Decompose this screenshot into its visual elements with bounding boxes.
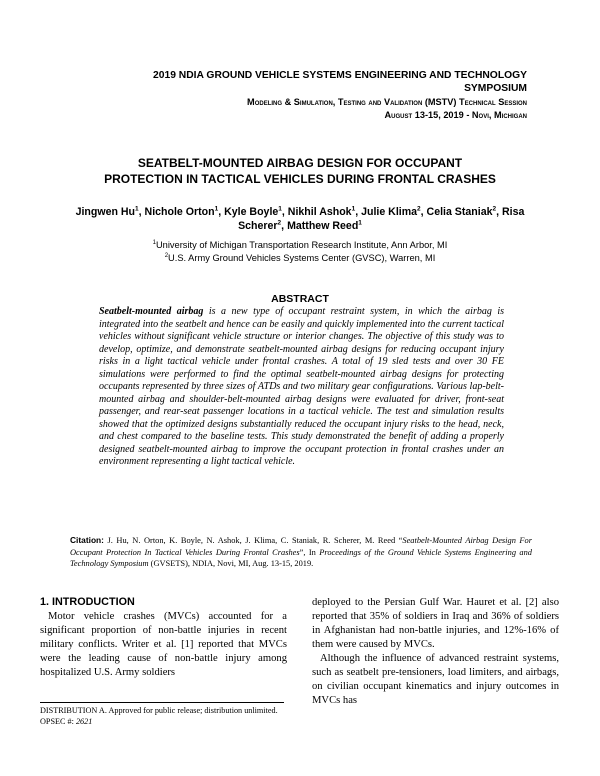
affiliation-number: 2 xyxy=(164,252,169,259)
author-list xyxy=(70,205,530,233)
abstract-lead-term: Seatbelt-mounted airbag xyxy=(99,306,204,317)
author-affiliation-mark: 1 xyxy=(278,205,282,213)
author-name: Jingwen Hu xyxy=(75,206,136,218)
author-affiliation-mark: 2 xyxy=(417,205,421,213)
left-column xyxy=(40,596,287,680)
author-name: Julie Klima xyxy=(361,206,418,218)
citation-proceedings: Proceedings of the Ground Vehicle Systems Engineering and Technology Symposium xyxy=(70,547,532,568)
affiliation-1 xyxy=(60,239,540,252)
conference-date-location: August 13-15, 2019 - Novi, Michigan xyxy=(384,110,527,120)
paper-title-line1: SEATBELT-MOUNTED AIRBAG DESIGN FOR OCCUPANT xyxy=(137,156,463,170)
author-affiliation-mark: 1 xyxy=(351,205,356,213)
intro-paragraph-2: Although the influence of advanced restraint systems, such as seatbelt pre-tensioners, load limiters, and airbags, on civilian occupant kinematics and injury outcomes in MVCs has xyxy=(312,653,559,706)
author-separator: , xyxy=(281,220,288,232)
author-name: Kyle Boyle xyxy=(224,206,279,218)
right-column xyxy=(312,596,559,708)
author-affiliation-mark: 2 xyxy=(277,219,282,227)
citation-authors: J. Hu, N. Orton, K. Boyle, N. Ashok, J. Klima, C. Staniak, R. Scherer, M. Reed “ xyxy=(103,536,403,545)
abstract-text: is a new type of occupant restraint system, in which the airbag is integrated into the seatbelt and hence can be easily and quickly implemented into the current tactical vehicles without significant vehicle structure or interior changes. The objective of this study was to develop, optimize, and demonstrate seatbelt-mounted airbag designs for reducing occupant injury risks in a light tactical vehicle under frontal crashes. A total of 19 sled tests and over 30 FE simulations were performed to find the optimal seatbelt-mounted airbag designs for protecting occupants represented by three sizes of ATDs and two military gear configurations. Various lap-belt-mounted airbag and shoulder-belt-mounted airbag designs were evaluated for driver, front-seat passenger, and rear-seat passenger locations in a tactical vehicle. The test and simulation results showed that the optimized designs substantially reduced the occupant injury risks to the head, neck, and chest compared to the baseline tests. This study demonstrated the benefit of adding a properly designed seatbelt-mounted airbag to improve the occupant protection in frontal crashes under an environment representing a light tactical vehicle. xyxy=(99,306,504,467)
author-affiliation-mark: 1 xyxy=(358,219,362,227)
author-name: Matthew Reed xyxy=(287,220,359,232)
distribution-statement: DISTRIBUTION A. Approved for public release; distribution unlimited. xyxy=(40,706,278,715)
affiliation-text: University of Michigan Transportation Research Institute, Ann Arbor, MI xyxy=(155,240,448,250)
abstract-heading: ABSTRACT xyxy=(271,293,329,305)
conference-header xyxy=(57,69,527,122)
author-separator: , xyxy=(138,206,145,218)
author-separator: , xyxy=(218,206,225,218)
author-separator: , xyxy=(420,206,427,218)
section-heading-introduction: 1. INTRODUCTION xyxy=(40,596,135,608)
citation-in: ”, In xyxy=(299,547,320,557)
distribution-footnote xyxy=(40,702,284,727)
opsec-number xyxy=(40,717,284,728)
affiliation-number: 1 xyxy=(152,239,156,246)
opsec-label: OPSEC #: xyxy=(40,716,76,726)
opsec-value: 2621 xyxy=(75,716,93,726)
citation xyxy=(70,535,532,570)
author-separator: , xyxy=(281,206,288,218)
author-separator: , xyxy=(355,206,362,218)
citation-tail: (GVSETS), NDIA, Novi, MI, Aug. 13-15, 2019. xyxy=(148,559,314,568)
author-affiliation-mark: 2 xyxy=(492,205,497,213)
conference-name-line1: 2019 NDIA GROUND VEHICLE SYSTEMS ENGINEERING AND TECHNOLOGY xyxy=(153,70,527,81)
session-name: Modeling & Simulation, Testing and Validation (MSTV) Technical Session xyxy=(247,97,527,107)
conference-name-line2: SYMPOSIUM xyxy=(464,83,527,94)
paper-title xyxy=(40,156,560,187)
abstract-body xyxy=(99,306,504,469)
affiliations xyxy=(60,239,540,265)
author-name: Risa Scherer xyxy=(238,206,525,232)
intro-paragraph-1: Motor vehicle crashes (MVCs) accounted for a significant proportion of non-battle injuries in recent military conflicts. Writer et al. [1] reported that MVCs were the leading cause of non-battle injury among hospitalized U.S. Army soldiers xyxy=(40,611,287,678)
paper-title-line2: PROTECTION IN TACTICAL VEHICLES DURING FRONTAL CRASHES xyxy=(104,171,496,186)
intro-paragraph-1-continued: deployed to the Persian Gulf War. Hauret et al. [2] also reported that 35% of soldiers in Iraq and 36% of soldiers in Afghanistan had non-battle injuries, and 12%-16% of them were caused by MVCs. xyxy=(312,597,559,650)
affiliation-text: U.S. Army Ground Vehicles Systems Center (GVSC), Warren, MI xyxy=(168,253,436,263)
author-separator: , xyxy=(496,206,503,218)
affiliation-2 xyxy=(60,252,540,265)
author-affiliation-mark: 1 xyxy=(214,205,219,213)
author-name: Celia Staniak xyxy=(426,206,493,218)
citation-paper-title: Seatbelt-Mounted Airbag Design For Occupant Protection In Tactical Vehicles During Frontal Crashes xyxy=(70,536,532,557)
author-name: Nikhil Ashok xyxy=(287,206,352,218)
citation-label: Citation: xyxy=(70,535,104,545)
author-affiliation-mark: 1 xyxy=(135,205,139,213)
author-name: Nichole Orton xyxy=(144,206,215,218)
